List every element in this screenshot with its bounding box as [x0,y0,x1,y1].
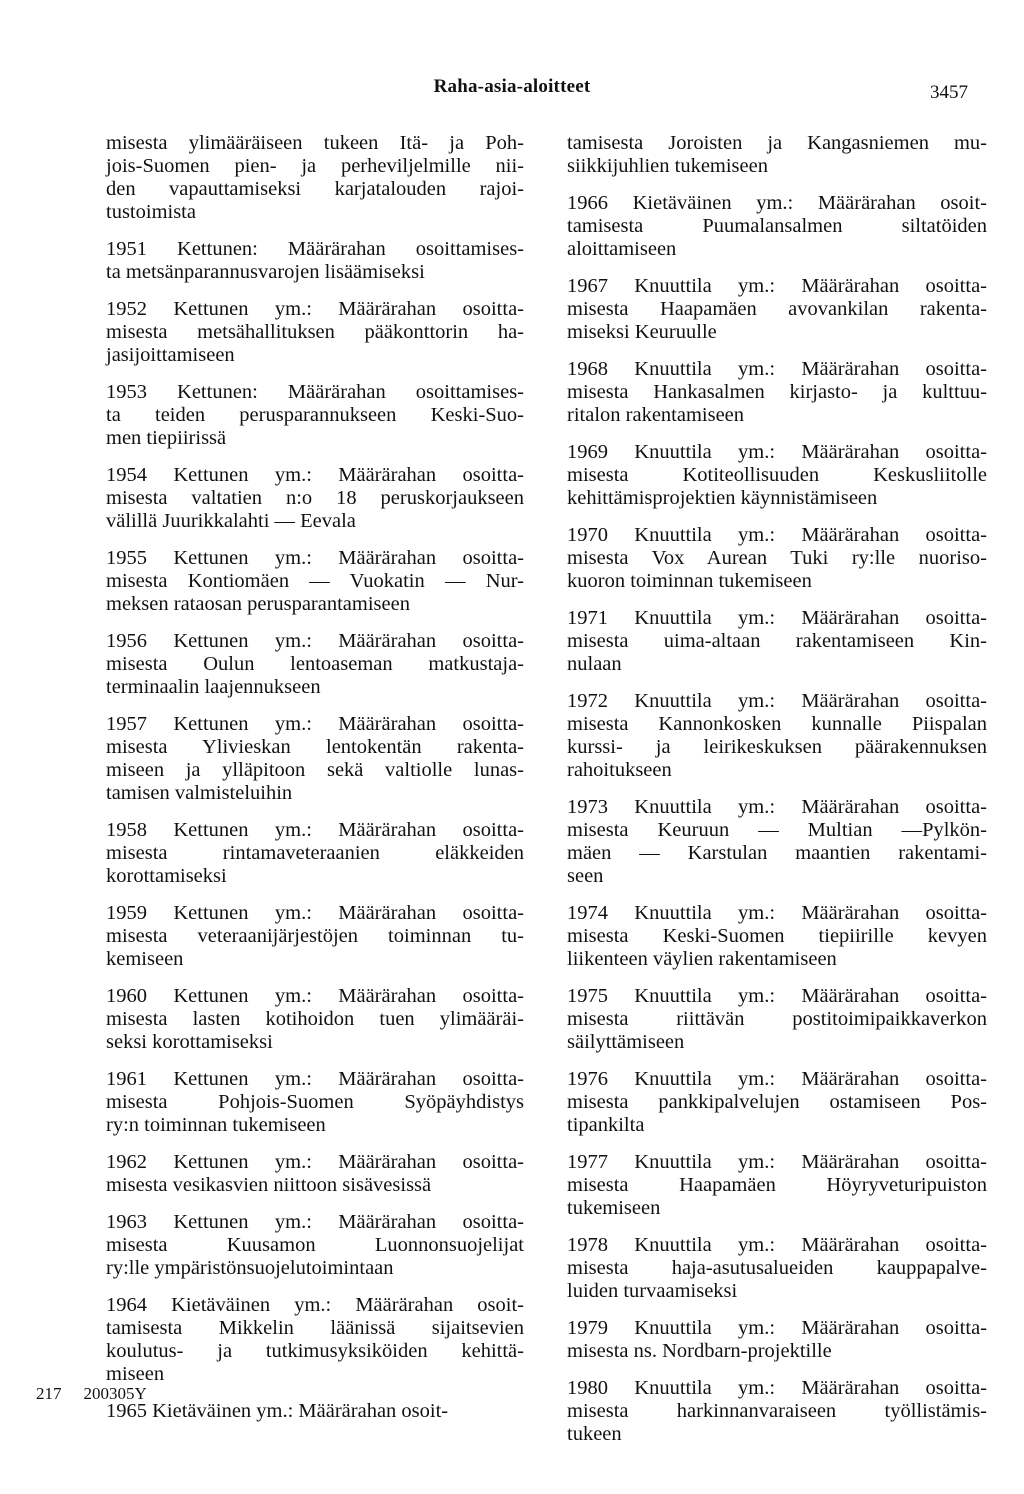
motion-text [567,132,987,178]
motion-entry [106,547,524,616]
text-line: 1968 Knuuttila ym.: Määrärahan osoitta- [567,358,987,380]
motion-entry [567,607,987,676]
motion-text [106,464,524,533]
text-line: 1979 Knuuttila ym.: Määrärahan osoitta- [567,1317,987,1339]
text-line: tamisesta Joroisten ja Kangasniemen mu- [567,132,987,154]
text-line: 1971 Knuuttila ym.: Määrärahan osoitta- [567,607,987,629]
motion-text [567,1068,987,1137]
text-line: 1958 Kettunen ym.: Määrärahan osoitta- [106,819,524,841]
text-line: misesta riittävän postitoimipaikkaverkon [567,1008,987,1030]
text-line: miseen [106,1363,165,1385]
text-line: 1972 Knuuttila ym.: Määrärahan osoitta- [567,690,987,712]
text-line: misesta Kotiteollisuuden Keskusliitolle [567,464,987,486]
motion-entry [567,132,987,178]
motion-text [567,358,987,427]
text-line: 1952 Kettunen ym.: Määrärahan osoitta- [106,298,524,320]
text-line: 1969 Knuuttila ym.: Määrärahan osoitta- [567,441,987,463]
motion-text [567,796,987,888]
text-line: misesta Haapamäen Höyryveturipuiston [567,1174,987,1196]
motion-entry [106,298,524,367]
text-line: nulaan [567,653,622,675]
text-line: 1957 Kettunen ym.: Määrärahan osoitta- [106,713,524,735]
motion-entry [567,690,987,782]
motion-text [106,132,524,224]
text-line: aloittamiseen [567,238,677,260]
text-line: misesta haja-asutusalueiden kauppapalve- [567,1257,987,1279]
text-line: 1967 Knuuttila ym.: Määrärahan osoitta- [567,275,987,297]
text-line: ta teiden perusparannukseen Keski-Suo- [106,404,524,426]
motion-text [567,1377,987,1446]
text-line: 1973 Knuuttila ym.: Määrärahan osoitta- [567,796,987,818]
text-line: 1977 Knuuttila ym.: Määrärahan osoitta- [567,1151,987,1173]
motion-text [106,819,524,888]
text-line: kuoron toiminnan tukemiseen [567,570,812,592]
motion-text [106,1068,524,1137]
text-line: misesta vesikasvien niittoon sisävesissä [106,1174,432,1196]
motion-entry [567,441,987,510]
footer-sheet-number: 217 [36,1384,62,1403]
motion-text [106,985,524,1054]
motion-text [567,690,987,782]
text-line: misesta Haapamäen avovankilan rakenta- [567,298,987,320]
motion-text [106,1400,524,1423]
motion-text [567,985,987,1054]
motion-text [106,1294,524,1386]
motion-entry [106,464,524,533]
text-line: välillä Juurikkalahti — Eevala [106,510,356,532]
text-line: tustoimista [106,201,196,223]
motion-text [567,607,987,676]
text-line: 1978 Knuuttila ym.: Määrärahan osoitta- [567,1234,987,1256]
text-line: men tiepiirissä [106,427,227,449]
motion-text [106,902,524,971]
text-line: seksi korottamiseksi [106,1031,273,1053]
page-footer [36,1384,147,1404]
text-line: tukemiseen [567,1197,661,1219]
motion-entry [567,524,987,593]
text-line: kemiseen [106,948,184,970]
text-line: tipankilta [567,1114,645,1136]
text-line: 1966 Kietäväinen ym.: Määrärahan osoit- [567,192,987,214]
text-line: seen [567,865,604,887]
text-line: 1980 Knuuttila ym.: Määrärahan osoitta- [567,1377,987,1399]
motion-entry [567,275,987,344]
text-line: miseksi Keuruulle [567,321,717,343]
text-line: misesta Keuruun — Multian —Pylkön- [567,819,987,841]
text-line: misesta Pohjois-Suomen Syöpäyhdistys [106,1091,524,1113]
text-line: 1960 Kettunen ym.: Määrärahan osoitta- [106,985,524,1007]
text-line: misesta Kannonkosken kunnalle Piispalan [567,713,987,735]
motion-entry [106,819,524,888]
text-line: ta metsänparannusvarojen lisäämiseksi [106,261,425,283]
motion-entry [567,1151,987,1220]
text-line: misesta Hankasalmen kirjasto- ja kulttuu- [567,381,987,403]
motion-text [106,1151,524,1197]
motion-entry [106,985,524,1054]
motion-entry [567,1377,987,1446]
text-line: misesta harkinnanvaraiseen työllistämis- [567,1400,987,1422]
motion-text [106,630,524,699]
footer-print-code: 200305Y [83,1384,147,1403]
motion-text [106,298,524,367]
motion-entry [106,1068,524,1137]
text-line: den vapauttamiseksi karjatalouden rajoi- [106,178,524,200]
text-line: misesta metsähallituksen pääkonttorin ha- [106,321,524,343]
text-line: rahoitukseen [567,759,672,781]
text-line: 1954 Kettunen ym.: Määrärahan osoitta- [106,464,524,486]
text-line: mäen — Karstulan maantien rakentami- [567,842,987,864]
motion-entry [567,1068,987,1137]
text-line: tamisesta Mikkelin läänissä sijaitsevien [106,1317,524,1339]
text-line: siikkijuhlien tukemiseen [567,155,768,177]
motion-text [567,1151,987,1220]
text-line: tamisesta Puumalansalmen siltatöiden [567,215,987,237]
text-line: misesta veteraanijärjestöjen toiminnan tu- [106,925,524,947]
text-line: misesta pankkipalvelujen ostamiseen Pos- [567,1091,987,1113]
text-line: säilyttämiseen [567,1031,685,1053]
text-line: luiden turvaamiseksi [567,1280,738,1302]
motion-entry [567,985,987,1054]
motion-text [567,524,987,593]
motion-entry [567,902,987,971]
text-line: 1961 Kettunen ym.: Määrärahan osoitta- [106,1068,524,1090]
text-line: tukeen [567,1423,622,1445]
motion-entry [106,630,524,699]
left-column [106,132,524,1437]
text-line: korottamiseksi [106,865,227,887]
text-line: misesta Ylivieskan lentokentän rakenta- [106,736,524,758]
text-line: misesta Oulun lentoaseman matkustaja- [106,653,524,675]
text-line: 1974 Knuuttila ym.: Määrärahan osoitta- [567,902,987,924]
motion-entry [567,192,987,261]
text-line: kehittämisprojektien käynnistämiseen [567,487,878,509]
motion-text [567,192,987,261]
motion-text [106,381,524,450]
text-line: kurssi- ja leirikeskuksen päärakennuksen [567,736,987,758]
text-line: misesta Vox Aurean Tuki ry:lle nuoriso- [567,547,987,569]
text-line: 1975 Knuuttila ym.: Määrärahan osoitta- [567,985,987,1007]
text-line: 1964 Kietäväinen ym.: Määrärahan osoit- [106,1294,524,1316]
text-line: misesta Kuusamon Luonnonsuojelijat [106,1234,524,1256]
motion-text [567,1317,987,1363]
text-line: 1976 Knuuttila ym.: Määrärahan osoitta- [567,1068,987,1090]
text-line: misesta Keski-Suomen tiepiirille kevyen [567,925,987,947]
right-column [567,132,987,1460]
motion-entry [567,358,987,427]
text-line: ry:n toiminnan tukemiseen [106,1114,326,1136]
motion-text [106,547,524,616]
text-line: 1956 Kettunen ym.: Määrärahan osoitta- [106,630,524,652]
text-line: 1951 Kettunen: Määrärahan osoittamises- [106,238,524,260]
text-line: 1963 Kettunen ym.: Määrärahan osoitta- [106,1211,524,1233]
text-line: misesta rintamaveteraanien eläkkeiden [106,842,524,864]
motion-entry [106,1294,524,1386]
motion-entry [567,796,987,888]
motion-entry [106,1151,524,1197]
motion-entry [106,1400,524,1423]
text-line: meksen rataosan perusparantamiseen [106,593,410,615]
text-line: misesta lasten kotihoidon tuen ylimääräi- [106,1008,524,1030]
text-line: 1965 Kietäväinen ym.: Määrärahan osoit- [106,1400,449,1422]
text-line: liikenteen väylien rakentamiseen [567,948,837,970]
motion-text [567,441,987,510]
motion-entry [106,132,524,224]
text-line: tamisen valmisteluihin [106,782,293,804]
motion-entry [106,381,524,450]
motion-entry [106,238,524,284]
motion-text [567,275,987,344]
motion-text [567,1234,987,1303]
motion-entry [567,1317,987,1363]
motion-text [106,238,524,284]
motion-entry [106,713,524,805]
motion-entry [567,1234,987,1303]
motion-text [567,902,987,971]
text-line: jois-Suomen pien- ja perheviljelmille nii- [106,155,524,177]
text-line: misesta ylimääräiseen tukeen Itä- ja Poh- [106,132,524,154]
motion-text [106,713,524,805]
text-line: 1959 Kettunen ym.: Määrärahan osoitta- [106,902,524,924]
text-line: ry:lle ympäristönsuojelutoimintaan [106,1257,394,1279]
text-line: terminaalin laajennukseen [106,676,321,698]
motion-entry [106,902,524,971]
text-line: 1970 Knuuttila ym.: Määrärahan osoitta- [567,524,987,546]
text-line: jasijoittamiseen [106,344,235,366]
text-line: ritalon rakentamiseen [567,404,745,426]
text-line: misesta Kontiomäen — Vuokatin — Nur- [106,570,524,592]
text-line: miseen ja ylläpitoon sekä valtiolle lunas- [106,759,524,781]
motion-entry [106,1211,524,1280]
motion-text [106,1211,524,1280]
page-header-title: Raha-asia-aloitteet [433,76,591,97]
text-line: 1962 Kettunen ym.: Määrärahan osoitta- [106,1151,524,1173]
text-line: misesta uima-altaan rakentamiseen Kin- [567,630,987,652]
page-number: 3457 [930,82,968,103]
text-line: 1953 Kettunen: Määrärahan osoittamises- [106,381,524,403]
text-line: misesta valtatien n:o 18 peruskorjaukseen [106,487,524,509]
text-line: misesta ns. Nordbarn-projektille [567,1340,832,1362]
text-line: 1955 Kettunen ym.: Määrärahan osoitta- [106,547,524,569]
text-line: koulutus- ja tutkimusyksiköiden kehittä- [106,1340,524,1362]
